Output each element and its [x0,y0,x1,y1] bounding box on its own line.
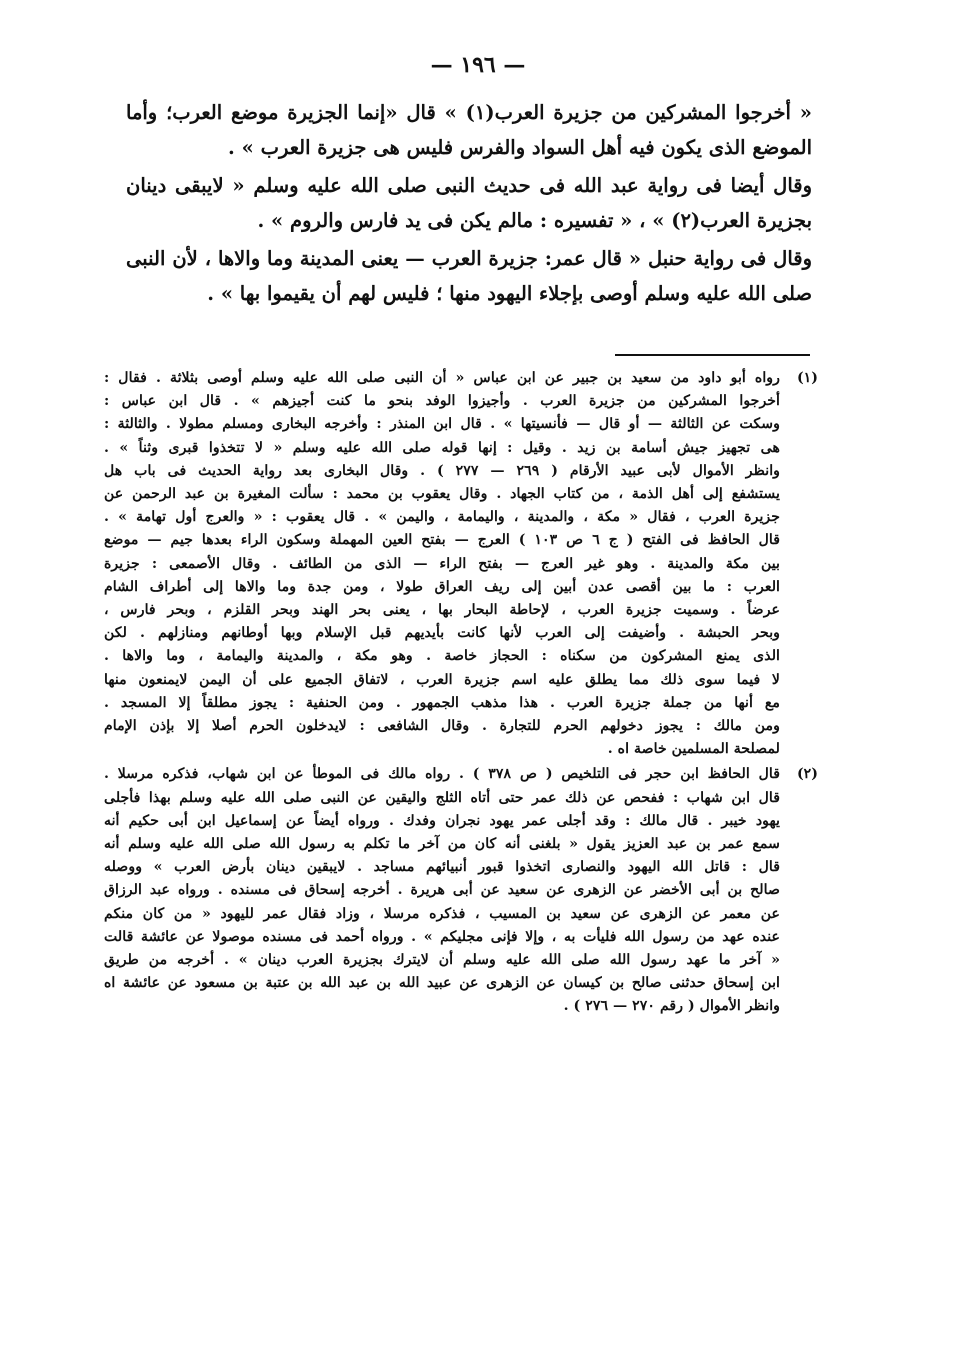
footnote-line: « آخر ما عهد رسول الله صلى الله عليه وسلم أن لايترك بجزيرة العرب دينان » . أخرجه من طريق [104,952,780,969]
main-paragraph: وقال فى رواية حنبل « قال عمر: جزيرة العرب — يعنى المدينة وما والاها ، لأن النبى صلى الله عليه وسلم أوصى بإجلاء اليهود منها ؛ فليس لهم أن يقيموا بها » . [126,247,812,305]
footnote-line: العرب : ما بين أقصى عدن أبين إلى ريف العراق طولا ، ومن جدة وما والاها إلى أطراف الشام [104,578,780,595]
footnote-line: مع أنها من جملة جزيرة العرب . هذا مذهب الجمهور . ومن الحنفية : يجوز مطلقاً إلا المسجد . [104,694,780,711]
footnote-line: ومن مالك : يجوز دخولهم الحرم للتجارة . وقال الشافعى : لايدخلون الحرم أصلا إلا بإذن الإمام [104,718,780,735]
footnote-line: عن معمر عن الزهرى عن سعيد بن المسيب ، فذكره مرسلا ، وزاد فقال عمر لليهود « من كان منكم [104,905,780,922]
footnote-line: قال الحافظ ابن حجر فى التلخيص ( ص ٣٧٨ ) . رواه مالك فى الموطأ عن ابن شهاب، فذكره مرسلا . [104,766,780,783]
footnote-line: قال الحافظ فى الفتح ( ج ٦ ص ١٠٣ ) العرج — بفتح العين المهملة وسكون الراء بعدها جيم — موضع [104,532,780,549]
footnote-body [104,367,780,761]
footnote-line: يستشفع إلى أهل الذمة ، من كتاب الجهاد . وقال يعقوب بن محمد : سألت المغيرة بن عبد الرحمن عن [104,486,780,503]
footnote-line: أخرجوا المشركين من جزيرة العرب . وأجيزوا الوفد بنحو ما كنت أجيزهم » . قال ابن عباس : [104,393,780,410]
footnotes [104,367,818,1021]
footnote-2 [104,763,818,1018]
page-number: — ١٩٦ — [430,52,526,78]
footnote-line: عنده عهد من رسول الله فليأت به ، وإلا فإنى مجليكم » . ورواه أحمد فى مسنده موصولا عن عائشة قالت [104,928,780,945]
footnote-line: لمصلحة المسلمين خاصة اه . [607,741,780,758]
footnote-line: سمع عمر بن عبد العزيز يقول « بلغنى أنه كان من آخر ما تكلم به رسول الله صلى الله عليه وسلم أنه [104,836,780,853]
main-paragraph: وقال أيضا فى رواية عبد الله فى حديث النبى صلى الله عليه وسلم « لايبقى دينان بجزيرة العرب(٢) » ، « تفسيره : مالم يكن فى يد فارس والروم » . [126,174,812,232]
footnote-line: صالح بن أبى الأخضر عن الزهرى عن سعيد عن أبى هريرة . أخرجه إسحاق فى مسنده . ورواه عبد الرزاق [104,882,780,899]
footnote-divider [615,354,810,356]
footnote-line: عرضاً . وسميت جزيرة العرب ، لإحاطة البحار بها ، يعنى بحر الهند وبحر القلزم ، وبحر فارس ، [104,602,780,619]
footnote-line: وسكت عن الثالثة — أو قال — فأنسيتها » . قال ابن المنذر : وأخرجه البخارى ومسلم مطولا . والثالثة : [104,416,780,433]
footnote-number: (١) [796,370,818,386]
footnote-line: بين مكة والمدينة . وهو غير العرج — بفتح الراء — الذى من الطائف . وقال الأصمعى : جزيرة [104,555,780,572]
footnote-number: (٢) [796,766,818,783]
main-paragraph: « أخرجوا المشركين من جزيرة العرب(١) » قال «إنما الجزيرة موضع العرب؛ وأما الموضع الذى يكون فيه أهل السواد والفرس فليس هى جزيرة العرب » . [126,101,812,159]
footnote-line: قال ابن شهاب : ففحص عن ذلك عمر حتى أتاه الثلج واليقين عن النبى صلى الله عليه وسلم بهذا فأجلى [104,789,780,806]
footnote-line: لا فيما سوى ذلك مما يطلق عليه اسم جزيرة العرب ، لاتفاق الجميع على أن اليمن لايمنعون منها [104,671,780,688]
footnote-line: وانظر الأموال لأبى عبيد الأرقام ( ٢٦٩ — ٢٧٧ ) . وقال البخارى بعد رواية الحديث فى باب هل [104,462,780,479]
footnote-body [104,763,780,1018]
footnote-line: يهود خيبر . قال مالك : وقد أجلى عمر يهود نجران وفدك . ورواه أيضاً عن إسماعيل ابن أبى حكيم أنه [104,812,780,829]
footnote-line: قال : قاتل الله اليهود والنصارى اتخذوا قبور أنبيائهم مساجد . لايبقين دينان بأرض العرب » ووصله [104,859,780,876]
footnote-line: ابن إسحاق حدثنى صالح بن كيسان عن الزهرى عن عبيد الله بن عبد الله بن عتبة بن مسعود عن عائشة اه [104,975,780,992]
footnote-line: وانظر الأموال ( رقم ٢٧٠ — ٢٧٦ ) . [563,998,780,1015]
footnote-line: جزيرة العرب ، فقال « مكة ، والمدينة ، واليمامة ، واليمن » . قال يعقوب : « والعرج أول تهامة » . [104,509,780,526]
main-text [126,96,812,315]
footnote-1 [104,367,818,761]
footnote-line: هى تجهيز جيش أسامة بن زيد . وقيل : إنها قوله صلى الله عليه وسلم « لا تتخذوا قبرى وثناً » . [104,439,780,456]
footnote-line: الذى يمنع المشركون من سكناه : الحجاز خاصة . وهو مكة ، والمدينة واليمامة ، وما والاها . [104,648,780,665]
footnote-line: رواه أبو داود من سعيد بن جبير عن ابن عباس « أن النبى صلى الله عليه وسلم أوصى بثلاثة . فقال : [104,370,780,386]
footnote-line: وبحر الحبشة . وأضيفت إلى العرب لأنها كانت بأيديهم قبل الإسلام وبها أوطانهم ومنازلهم . لكن [104,625,780,642]
